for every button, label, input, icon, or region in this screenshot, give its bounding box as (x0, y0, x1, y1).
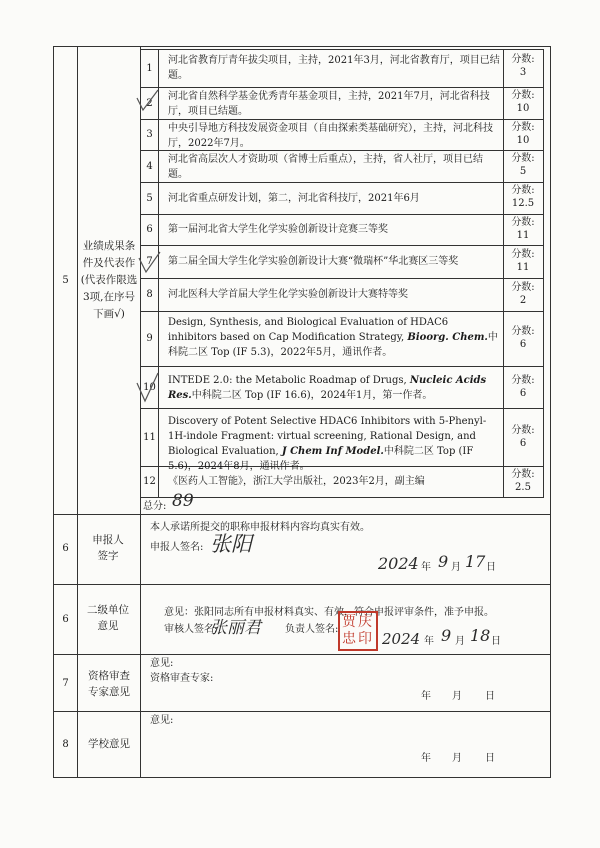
item-no-5: 5 (146, 193, 153, 204)
item-text-9: Design, Synthesis, and Biological Evaluation of HDAC6 inhibitors based on Cap Modification Strategy, Bioorg. Chem.中科院二区 Top (IF 5.3)，2022年5月，通讯作者。 (168, 317, 498, 358)
item-score-2: 分数: 10 (511, 90, 535, 114)
item-no-3: 3 (146, 129, 153, 140)
year-unit: 年 (421, 691, 431, 702)
day-unit: 日 (485, 691, 495, 702)
seal-stamp (338, 611, 378, 651)
unit-sign-day: 18 (470, 626, 491, 645)
item-no-12: 12 (143, 476, 156, 487)
item-score-10: 分数: 6 (511, 375, 535, 399)
item-score-4: 分数: 5 (511, 153, 535, 177)
item-score-3: 分数: 10 (511, 122, 535, 146)
check-mark-icon (134, 88, 160, 116)
unit-sign-month: 9 (441, 626, 452, 645)
journal-name: Bioorg. Chem. (407, 332, 488, 343)
item-no-4: 4 (146, 161, 153, 172)
item-text-2: 河北省自然科学基金优秀青年基金项目，主持，2021年7月，河北省科技厅，项目已结题。 (168, 91, 490, 117)
item-no-2: 2 (146, 98, 153, 109)
item-text-11: Discovery of Potent Selective HDAC6 Inhibitors with 5-Phenyl-1H-indole Fragment: virtual screening, Rational Design, and Biological Evaluation, J Chem Inf Model.中科院二区 Top (IF 5.6)，2024年8月，通讯作者。 (168, 416, 487, 472)
year-unit: 年 (424, 636, 434, 647)
item-score-8: 分数: 2 (511, 282, 535, 306)
seal-text: 贾庆忠印 (342, 614, 374, 647)
month-unit: 月 (452, 691, 462, 702)
unit-opinion-row-label: 二级单位意见 (87, 604, 129, 632)
section5-category-label: 业绩成果条件及代表作(代表作限选3项,在序号下画√) (80, 240, 138, 320)
item-text-5: 河北省重点研发计划，第二，河北省科技厅，2021年6月 (168, 193, 420, 204)
item-no-7: 7 (146, 256, 153, 267)
total-score-label: 总分: (143, 501, 167, 512)
journal-name: Nucleic Acids Res. (168, 375, 487, 401)
unit-opinion-row-number: 6 (62, 614, 69, 625)
qualification-expert-label: 资格审查专家: (150, 673, 214, 684)
item-score-12: 分数: 2.5 (511, 469, 535, 493)
item-text-10: INTEDE 2.0: the Metabolic Roadmap of Drugs, Nucleic Acids Res.中科院二区 Top (IF 16.6)，2024年1月，第一作者。 (168, 375, 487, 401)
item-score-9: 分数: 6 (511, 326, 535, 350)
qualification-opinion-label: 意见: (150, 658, 174, 669)
day-unit: 日 (485, 753, 495, 764)
qualification-row-number: 7 (62, 678, 69, 689)
item-text-7: 第二届全国大学生化学实验创新设计大赛“微瑞杯”华北赛区三等奖 (168, 256, 459, 267)
signature-row-label: 申报人签字 (92, 534, 124, 562)
reviewer-handwritten-signature: 张丽君 (210, 618, 261, 638)
check-mark-icon (136, 250, 162, 276)
item-score-11: 分数: 6 (511, 425, 535, 449)
commitment-statement: 本人承诺所提交的职称申报材料内容均真实有效。 (150, 522, 370, 533)
applicant-sign-day: 17 (465, 552, 486, 571)
applicant-sign-year: 2024 (378, 554, 419, 573)
item-no-9: 9 (146, 333, 153, 344)
unit-sign-year: 2024 (382, 630, 421, 648)
unit-opinion-text: 意见：张阳同志所有申报材料真实、有效，符合申报评审条件，准予申报。 (164, 607, 494, 618)
item-text-12: 《医药人工智能》，浙江大学出版社，2023年2月，副主编 (168, 476, 425, 487)
item-text-8: 河北医科大学首届大学生化学实验创新设计大赛特等奖 (168, 289, 408, 300)
journal-name: J Chem Inf Model. (281, 446, 384, 457)
item-no-1: 1 (146, 63, 153, 74)
section5-number: 5 (62, 275, 69, 286)
item-text-4: 河北省高层次人才资助项（省博士后重点），主持，省人社厅，项目已结题。 (168, 154, 483, 180)
school-opinion-label: 意见: (150, 715, 174, 726)
school-row-label: 学校意见 (88, 738, 130, 750)
day-unit: 日 (486, 562, 496, 573)
year-unit: 年 (421, 753, 431, 764)
qualification-row-label: 资格审查专家意见 (88, 670, 130, 698)
item-no-8: 8 (146, 289, 153, 300)
item-score-1: 分数: 3 (511, 54, 535, 78)
applicant-signature-label: 申报人签名: (150, 542, 204, 553)
item-text-3: 中央引导地方科技发展资金项目（自由探索类基础研究），主持，河北科技厅，2022年7月。 (168, 123, 493, 149)
item-no-6: 6 (146, 224, 153, 235)
check-mark-icon (134, 371, 160, 405)
item-no-10: 10 (143, 382, 156, 393)
item-score-6: 分数: 11 (511, 217, 535, 241)
month-unit: 月 (452, 753, 462, 764)
applicant-handwritten-signature: 张阳 (210, 532, 252, 556)
reviewer-signature-label: 审核人签名: (164, 624, 218, 635)
month-unit: 月 (451, 562, 461, 573)
month-unit: 月 (455, 636, 465, 647)
item-text-6: 第一届河北省大学生化学实验创新设计竞赛三等奖 (168, 224, 388, 235)
signature-row-number: 6 (62, 543, 69, 554)
item-text-1: 河北省教育厅青年拔尖项目，主持，2021年3月，河北省教育厅，项目已结题。 (168, 55, 500, 81)
item-score-5: 分数: 12.5 (511, 185, 535, 209)
applicant-sign-month: 9 (438, 552, 449, 571)
item-no-11: 11 (143, 432, 156, 443)
total-score-handwritten: 89 (172, 491, 194, 511)
responsible-signature-label: 负责人签名: (285, 624, 339, 635)
year-unit: 年 (421, 562, 431, 573)
item-score-7: 分数: 11 (511, 249, 535, 273)
school-row-number: 8 (62, 739, 69, 750)
day-unit: 日 (491, 636, 501, 647)
